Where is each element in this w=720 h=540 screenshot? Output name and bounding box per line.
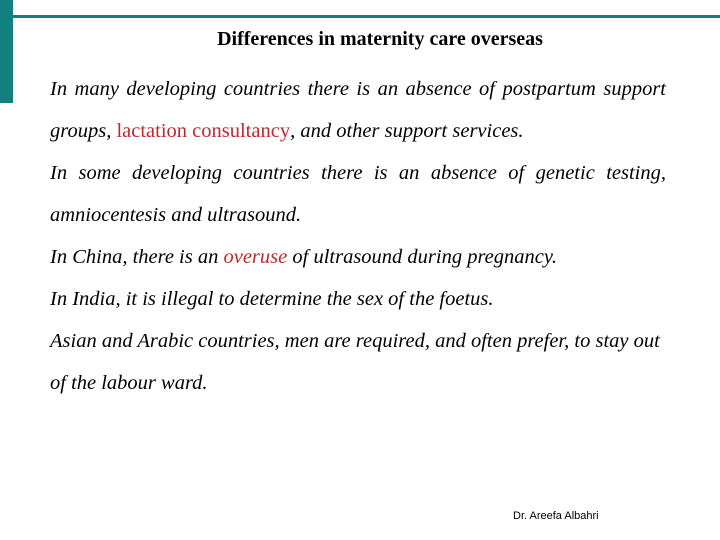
footer-author: Dr. Areefa Albahri bbox=[513, 510, 599, 522]
paragraph-postpartum-text-1: In many developing countries there is an absence of postpartum support groups, bbox=[50, 78, 666, 142]
paragraph-china bbox=[50, 236, 666, 278]
paragraph-postpartum bbox=[50, 68, 666, 152]
accent-top-rule bbox=[13, 15, 720, 18]
paragraph-china-text-1: In China, there is an bbox=[50, 246, 224, 268]
highlight-lactation-consultancy: lactation consultancy bbox=[116, 120, 291, 142]
slide-title: Differences in maternity care overseas bbox=[217, 28, 543, 50]
paragraph-india: In India, it is illegal to determine the sex of the foetus. bbox=[50, 288, 494, 310]
paragraph-china-text-2: of ultrasound during pregnancy. bbox=[287, 246, 557, 268]
paragraph-labour-ward: Asian and Arabic countries, men are required, and often prefer, to stay out of the labour ward. bbox=[50, 330, 660, 394]
accent-side-bar bbox=[0, 0, 13, 103]
highlight-overuse: overuse bbox=[223, 246, 288, 268]
slide-body bbox=[50, 68, 666, 404]
paragraph-genetic-testing: In some developing countries there is an absence of genetic testing, amniocentesis and ultrasound. bbox=[50, 162, 666, 226]
paragraph-postpartum-text-2: , and other support services. bbox=[290, 120, 524, 142]
